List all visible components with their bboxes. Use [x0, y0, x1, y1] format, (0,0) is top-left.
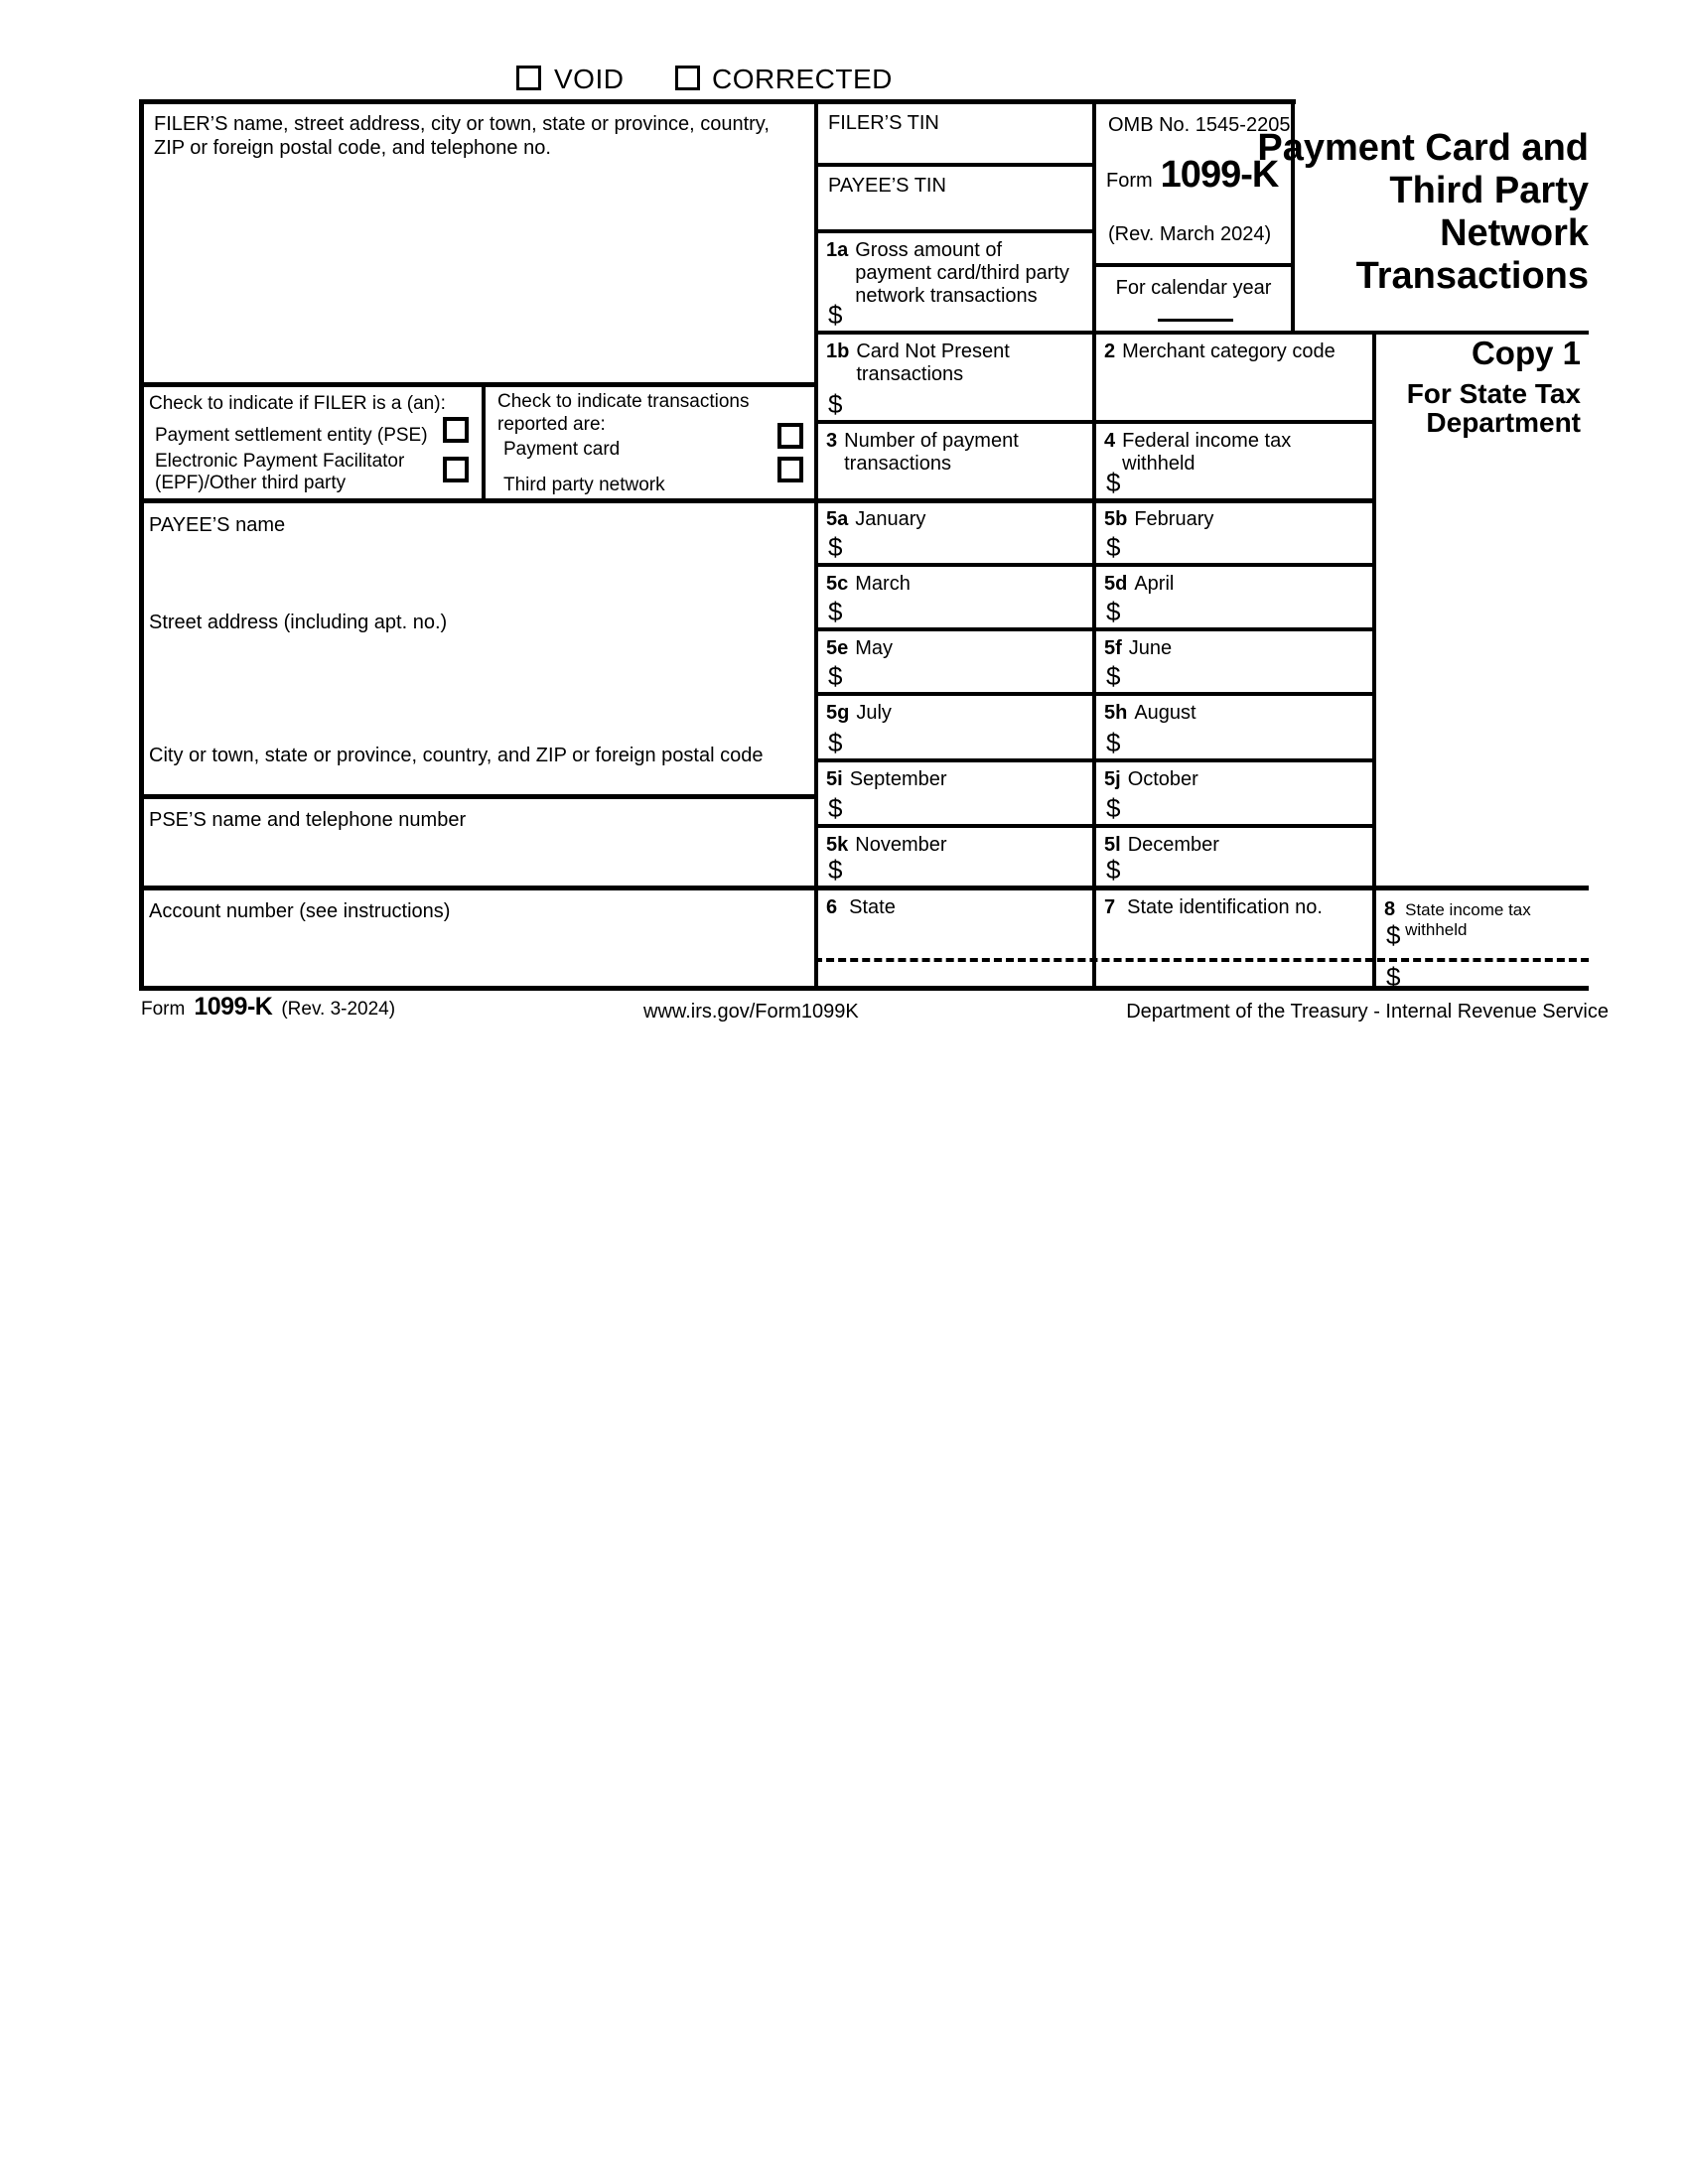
third-party-option-label: Third party network: [503, 475, 665, 495]
box-code: 8: [1384, 898, 1396, 920]
dollar-sign: $: [1106, 532, 1121, 562]
box-code: 5h: [1104, 702, 1128, 724]
epf-checkbox[interactable]: [443, 457, 469, 482]
box-label: January: [855, 508, 926, 530]
box-code: 5d: [1104, 573, 1128, 595]
box-code: 5i: [826, 768, 843, 790]
box-8-state-income-tax[interactable]: [1376, 890, 1589, 992]
form-1099k-body: [139, 99, 1589, 991]
payee-name-label: PAYEE’S name: [149, 514, 286, 536]
payment-card-option-label: Payment card: [503, 439, 621, 460]
payee-city-label: City or town, state or province, country, and ZIP or foreign postal code: [149, 745, 764, 766]
box-code: 5l: [1104, 834, 1121, 856]
box-code: 5f: [1104, 637, 1122, 659]
dollar-sign: $: [828, 532, 843, 562]
calendar-year-label: For calendar year: [1115, 277, 1272, 299]
box-5k-november[interactable]: [818, 828, 1092, 886]
box-label: August: [1134, 702, 1196, 724]
box-label: Federal income tax withheld: [1122, 430, 1292, 475]
footer-form-number: 1099-K: [194, 993, 273, 1021]
filer-name-box[interactable]: [144, 104, 814, 382]
dollar-sign: $: [828, 597, 843, 626]
box-label: State: [849, 896, 896, 918]
filer-name-label: FILER’S name, street address, city or town, state or province, country, ZIP or foreign postal code, and telephone no.: [154, 113, 770, 159]
calendar-year-blank[interactable]: [1158, 319, 1233, 322]
box-5h-august[interactable]: [1096, 696, 1372, 758]
pse-option-label: Payment settlement entity (PSE): [155, 425, 428, 446]
footer-revision: (Rev. 3-2024): [281, 999, 396, 1020]
border-line: [139, 986, 1589, 991]
payees-tin-box[interactable]: [818, 167, 1092, 229]
payee-street-label: Street address (including apt. no.): [149, 612, 448, 633]
box-4-federal-income-tax[interactable]: [1096, 424, 1372, 498]
box-code: 5a: [826, 508, 849, 530]
box-code: 5k: [826, 834, 849, 856]
box-label: February: [1134, 508, 1214, 530]
form-revision: (Rev. March 2024): [1108, 223, 1272, 245]
dollar-sign: $: [1106, 468, 1121, 497]
footer-form-id: [141, 993, 395, 1022]
box-5a-january[interactable]: [818, 502, 1092, 563]
box-label: March: [855, 573, 911, 595]
box-label: Number of payment transactions: [844, 430, 1019, 475]
box-label: November: [855, 834, 947, 856]
account-number-box[interactable]: [139, 890, 814, 986]
dollar-sign: $: [1386, 920, 1401, 950]
dollar-sign: $: [1386, 962, 1401, 992]
transaction-type-section: [486, 387, 814, 498]
irs-url: www.irs.gov/Form1099K: [643, 1001, 859, 1023]
box-5f-june[interactable]: [1096, 631, 1372, 692]
box-label: July: [856, 702, 892, 724]
box-label: Gross amount of payment card/third party network transactions: [855, 239, 1069, 307]
form-word: Form: [1106, 170, 1153, 192]
box-2-merchant-category-code[interactable]: [1096, 335, 1372, 420]
void-label: VOID: [554, 64, 625, 94]
payment-card-checkbox[interactable]: [777, 423, 803, 449]
form-number: 1099-K: [1160, 154, 1279, 196]
box-label: April: [1134, 573, 1175, 595]
box-5e-may[interactable]: [818, 631, 1092, 692]
treasury-agency-label: Department of the Treasury - Internal Revenue Service: [1126, 1001, 1609, 1023]
box-5d-april[interactable]: [1096, 567, 1372, 627]
copy-designation: [1380, 336, 1581, 437]
box-label: State income tax withheld: [1405, 900, 1531, 939]
filer-type-section: [139, 387, 482, 498]
filers-tin-box[interactable]: [818, 104, 1092, 163]
payee-address-box[interactable]: [139, 503, 814, 794]
pse-checkbox[interactable]: [443, 417, 469, 443]
box-label: June: [1128, 637, 1173, 659]
box-label: December: [1127, 834, 1219, 856]
transaction-type-heading: Check to indicate transactions reported are:: [497, 391, 750, 435]
box-5g-july[interactable]: [818, 696, 1092, 758]
dollar-sign: $: [828, 389, 843, 419]
box-code: 2: [1104, 341, 1116, 362]
void-checkbox[interactable]: [516, 66, 541, 90]
box-code: 5c: [826, 573, 849, 595]
box-code: 5g: [826, 702, 850, 724]
dollar-sign: $: [828, 661, 843, 691]
box-1b-card-not-present[interactable]: [818, 335, 1092, 420]
box-5l-december[interactable]: [1096, 828, 1372, 886]
corrected-label: CORRECTED: [712, 64, 893, 94]
box-5c-march[interactable]: [818, 567, 1092, 627]
box-5b-february[interactable]: [1096, 502, 1372, 563]
box-code: 4: [1104, 430, 1116, 452]
dollar-sign: $: [1106, 728, 1121, 757]
copy-number: Copy 1: [1471, 335, 1581, 371]
box-code: 3: [826, 430, 838, 452]
copy-recipient: For State Tax Department: [1406, 378, 1581, 438]
box-label: September: [849, 768, 947, 790]
payees-tin-label: PAYEE’S TIN: [828, 175, 946, 197]
dollar-sign: $: [828, 300, 843, 330]
box-label: Merchant category code: [1122, 341, 1336, 362]
box-6-state[interactable]: [818, 890, 1092, 986]
box-label: May: [855, 637, 894, 659]
form-title: Payment Card and Third Party Network Transactions: [1257, 127, 1589, 297]
box-7-state-identification[interactable]: [1096, 890, 1372, 986]
box-label: State identification no.: [1127, 896, 1323, 918]
dollar-sign: $: [1106, 597, 1121, 626]
box-code: 5e: [826, 637, 849, 659]
footer-form-word: Form: [141, 999, 186, 1020]
corrected-checkbox[interactable]: [675, 66, 700, 90]
box-code: 7: [1104, 896, 1116, 918]
omb-number: OMB No. 1545-2205: [1108, 114, 1291, 136]
box-5j-october[interactable]: [1096, 762, 1372, 824]
box-code: 6: [826, 896, 838, 918]
box-3-number-of-transactions[interactable]: [818, 424, 1092, 498]
filers-tin-label: FILER’S TIN: [828, 112, 939, 134]
pse-name-box[interactable]: [139, 799, 814, 886]
filer-type-heading: Check to indicate if FILER is a (an):: [149, 393, 446, 414]
dollar-sign: $: [1106, 855, 1121, 885]
box-code: 5b: [1104, 508, 1128, 530]
dollar-sign: $: [828, 793, 843, 823]
box-label: Card Not Present transactions: [856, 341, 1010, 385]
account-number-label: Account number (see instructions): [149, 900, 451, 922]
box-code: 1b: [826, 341, 850, 362]
dollar-sign: $: [828, 855, 843, 885]
box-label: October: [1127, 768, 1198, 790]
third-party-network-checkbox[interactable]: [777, 457, 803, 482]
epf-option-label: Electronic Payment Facilitator (EPF)/Other third party: [155, 451, 405, 493]
box-code: 5j: [1104, 768, 1121, 790]
box-1a-gross-amount[interactable]: [818, 233, 1092, 331]
dollar-sign: $: [828, 728, 843, 757]
dollar-sign: $: [1106, 793, 1121, 823]
box-code: 1a: [826, 239, 849, 261]
pse-name-label: PSE’S name and telephone number: [149, 809, 467, 831]
box-5i-september[interactable]: [818, 762, 1092, 824]
dollar-sign: $: [1106, 661, 1121, 691]
